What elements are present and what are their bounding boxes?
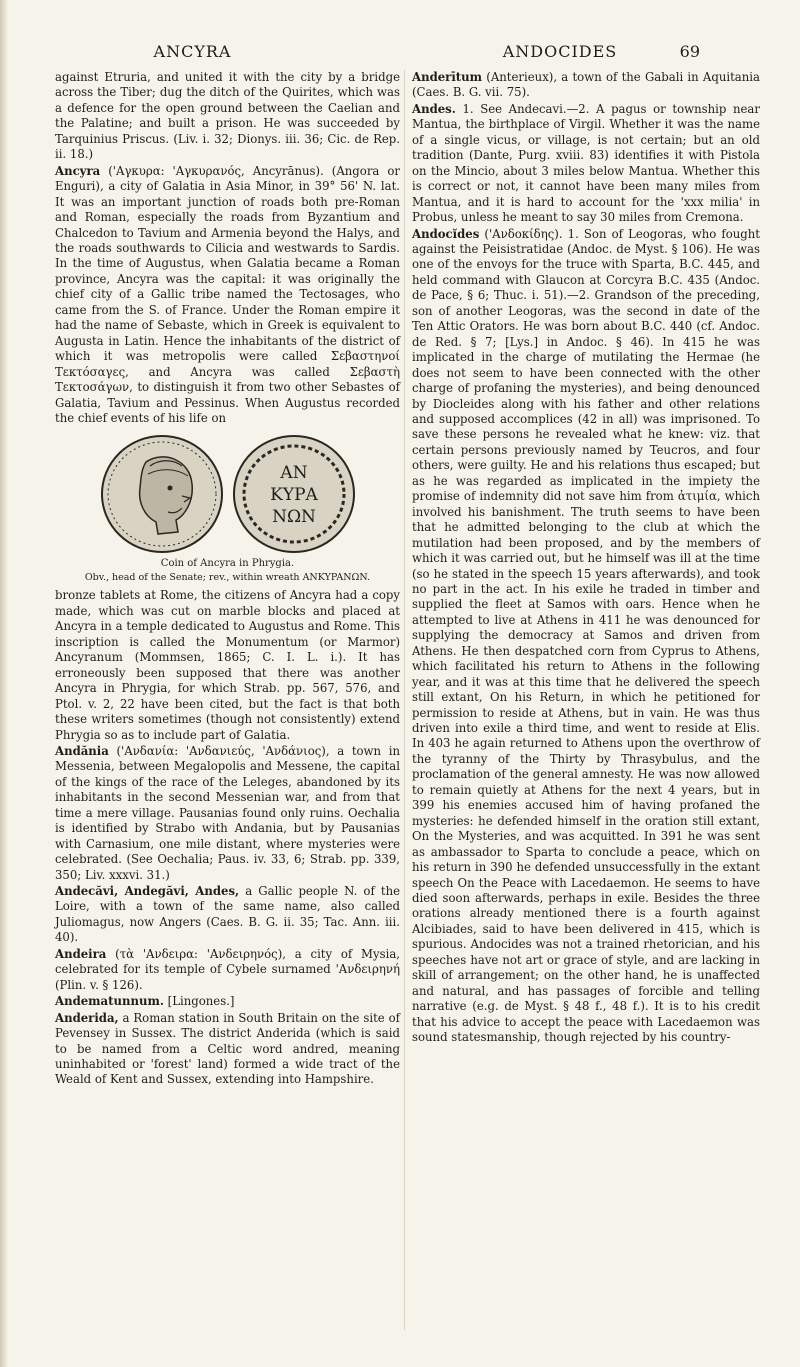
entry-andocides-head: Andocĭdes: [412, 226, 480, 241]
page-edge: [0, 0, 8, 1367]
entry-anderitum-head: Anderītum: [412, 70, 483, 84]
ancyra-continuation: bronze tablets at Rome, the citizens of Ancyra had a copy made, which was cut on marble blocks and placed at Ancyra in a temple dedicated to Augustus and Rome. This inscription is called the Monumentum (or Marmor) Ancyranum (Mommsen, 1865; C. I. L. i.). It has erroneously been supposed that there was another Ancyra in Phrygia, for which Strab. pp. 567, 576, and Ptol. v. 2, 22 have been cited, but the fact is that both these writers sometimes (though not consistently) extend Phrygia so as to include part of Galatia.: [55, 588, 400, 742]
running-head-left: ANCYRA: [153, 42, 232, 61]
entry-andes: [412, 102, 760, 226]
entry-andeira-body: (τὰ 'Ανδειρα: 'Ανδειρηνός), a city of Mysia, celebrated for its temple of Cybele surnamed 'Ανδειρηνή (Plin. v. § 126).: [55, 946, 401, 992]
entry-andes-head: Andes.: [412, 101, 456, 116]
entry-anderitum-body: (Anterieux), a town of the Gabali in Aquitania (Caes. B. G. vii. 75).: [412, 70, 760, 100]
left-column: [55, 70, 400, 1089]
coin-caption: Coin of Ancyra in Phrygia.: [160, 558, 295, 570]
coin-caption-detail: Obv., head of the Senate; rev., within wreath ANKYPANΩN.: [84, 572, 371, 584]
column-divider: [404, 70, 405, 1330]
entry-andania: [55, 744, 400, 883]
coin-obverse-image: [98, 432, 226, 556]
running-head-right: ANDOCIDES: [502, 42, 618, 61]
entry-andocides: [412, 227, 760, 1046]
entry-andematunnum-head: Andematunnum.: [55, 994, 164, 1009]
coin-legend-line-3: ΝΩΝ: [271, 507, 316, 528]
coin-reverse-image: [230, 432, 358, 556]
entry-andeira: [55, 947, 400, 993]
coin-figure: [55, 432, 400, 584]
coin-legend-line-1: ΑΝ: [279, 463, 308, 484]
entry-andecavi-body: a Gallic people N. of the Loire, with a town of the same name, also called Juliomagus, now Angers (Caes. B. G. ii. 35; Tac. Ann. iii. 40).: [55, 884, 401, 945]
entry-andecavi: [55, 884, 400, 946]
entry-andematunnum-body: [Lingones.]: [167, 994, 235, 1009]
entry-andeira-head: Andeira: [55, 946, 107, 961]
entry-andania-head: Andănia: [55, 743, 109, 758]
entry-andecavi-head: Andecăvi, Andegăvi, Andes,: [55, 884, 240, 899]
entry-anderida-body: a Roman station in South Britain on the site of Pevensey in Sussex. The district Anderida (which is said to be named from a Celtic word andred, meaning uninhabited or 'forest' land) formed a wide tract of the Weald of Kent and Sussex, extending into Hampshire.: [55, 1010, 400, 1087]
entry-anderitum: [412, 70, 760, 101]
right-column: [412, 70, 760, 1047]
entry-andocides-body: ('Ανδοκίδης). 1. Son of Leogoras, who fought against the Peisistratidae (Andoc. de Myst. § 106). He was one of the envoys for the truce with Sparta, B.C. 445, and held command with Glaucon at Corcyra B.C. 435 (Andoc. de Pace, § 6; Thuc. i. 51).—2. Grandson of the preceding, son of another Leogoras, was the second in date of the Ten Attic Orators. He was born about B.C. 440 (cf. Andoc. de Red. § 7; [Lys.] in Andoc. § 46). In 415 he was implicated in the charge of mutilating the Hermae (he does not seem to have been connected with the other charge of profaning the mysteries), and being denounced by Diocleides along with his father and other relations and supposed accomplices (42 in all) was imprisoned. To save these persons he revealed what he knew: viz. that certain persons previously named by Teucros, and four others, were guilty. He and his relations thus escaped; but as he was regarded as implicated in the impiety the promise of indemnity did not save him from ἀτιμία, which involved his banishment. The truth seems to have been that he admitted belonging to the club at which the mutilation had been proposed, and by the members of which it was carried out, but he himself was ill at the time (so he stated in the speech 15 years afterwards), and took no part in the act. In his exile he traded in timber and supplied the fleet at Samos with oars. Hence when he attempted to live at Athens in 411 he was denounced for supplying the democracy at Samos and driven from Athens. He then despatched corn from Cyprus to Athens, which facilitated his return to Athens in the following year, and it was at this time that he delivered the speech still extant, On his Return, in which he petitioned for permission to reside at Athens, but in vain. He was thus driven into exile a third time, and went to reside at Elis. In 403 he again returned to Athens upon the overthrow of the tyranny of the Thirty by Thrasybulus, and the proclamation of the general amnesty. He was now allowed to remain quietly at Athens for the next 4 years, but in 399 his enemies accused him of having profaned the mysteries: he defended himself in the oration still extant, On the Mysteries, and was acquitted. In 391 he was sent as ambassador to Sparta to conclude a peace, which on his return in 390 he defended unsuccessfully in the extant speech On the Peace with Lacedaemon. He seems to have died soon afterwards, perhaps in exile. Besides the three orations already mentioned there is a fourth against Alcibiades, said to have been delivered in 415, which is spurious. Andocides was not a trained rhetorician, and his speeches have not art or grace of style, and are lacking in skill of arrangement; on the other hand, he is unaffected and natural, and has passages of forcible and telling narrative (e.g. de Myst. § 48 f., 48 f.). It is to his credit that his advice to accept the peace with Lacedaemon was sound statesmanship, though rejected by his country-: [412, 226, 760, 1045]
entry-andes-body: 1. See Andecavi.—2. A pagus or township near Mantua, the birthplace of Virgil. Whether it was the name of a single vicus, or village, is not certain; but an old tradition (Dante, Purg. xviii. 83) identifies it with Pistola on the Mincio, about 3 miles below Mantua. Whether this is correct or not, it cannot have been many miles from Mantua, and it is hard to account for the 'xxx milia' in Probus, unless he meant to say 30 miles from Cremona.: [412, 101, 760, 225]
coin-legend-line-2: ΚΥΡΑ: [269, 485, 318, 506]
page-number: 69: [679, 42, 700, 61]
entry-andania-body: ('Ανδανία: 'Ανδανιεύς, 'Ανδάνιος), a town in Messenia, between Megalopolis and Messene, the capital of the kings of the race of the Leleges, abandoned by its inhabitants in the second Messenian war, and from that time a mere village. Pausanias found only ruins. Oechalia is identified by Strabo with Andania, but by Pausanias with Carnasium, one mile distant, where mysteries were celebrated. (See Oechalia; Paus. iv. 33, 6; Strab. pp. 339, 350; Liv. xxxvi. 31.): [55, 743, 400, 882]
entry-anderida: [55, 1011, 400, 1088]
entry-andematunnum: [55, 994, 400, 1009]
entry-ancyra: [55, 164, 400, 427]
entry-ancyra-head: Ancyra: [55, 163, 101, 178]
entry-ancyra-body: ('Αγκυρα: 'Αγκυρανός, Ancyrānus). (Angora or Enguri), a city of Galatia in Asia Minor, in 39° 56' N. lat. It was an important junction of roads both pre-Roman and Roman, especially the roads from Byzantium and Chalcedon to Tavium and Armenia beyond the Halys, and the roads southwards to Cilicia and westwards to Sardis. In the time of Augustus, when Galatia became a Roman province, Ancyra was the capital: it was originally the chief city of a Gallic tribe named the Tectosages, who came from the S. of France. Under the Roman empire it had the name of Sebaste, which in Greek is equivalent to Augusta in Latin. Hence the inhabitants of the district of which it was metropolis were called Σεβαστηνοί Τεκτόσαγες, and Ancyra was called Σεβαστὴ Τεκτοσάγων, to distinguish it from two other Sebastes of Galatia, Tavium and Pessinus. When Augustus recorded the chief events of his life on: [55, 163, 401, 425]
entry-anderida-head: Anderida,: [55, 1010, 119, 1025]
numa-continuation: against Etruria, and united it with the city by a bridge across the Tiber; dug the ditch of the Quirites, which was a defence for the open ground between the Caelian and the Palatine; and built a prison. He was succeeded by Tarquinius Priscus. (Liv. i. 32; Dionys. iii. 36; Cic. de Rep. ii. 18.): [55, 70, 400, 162]
